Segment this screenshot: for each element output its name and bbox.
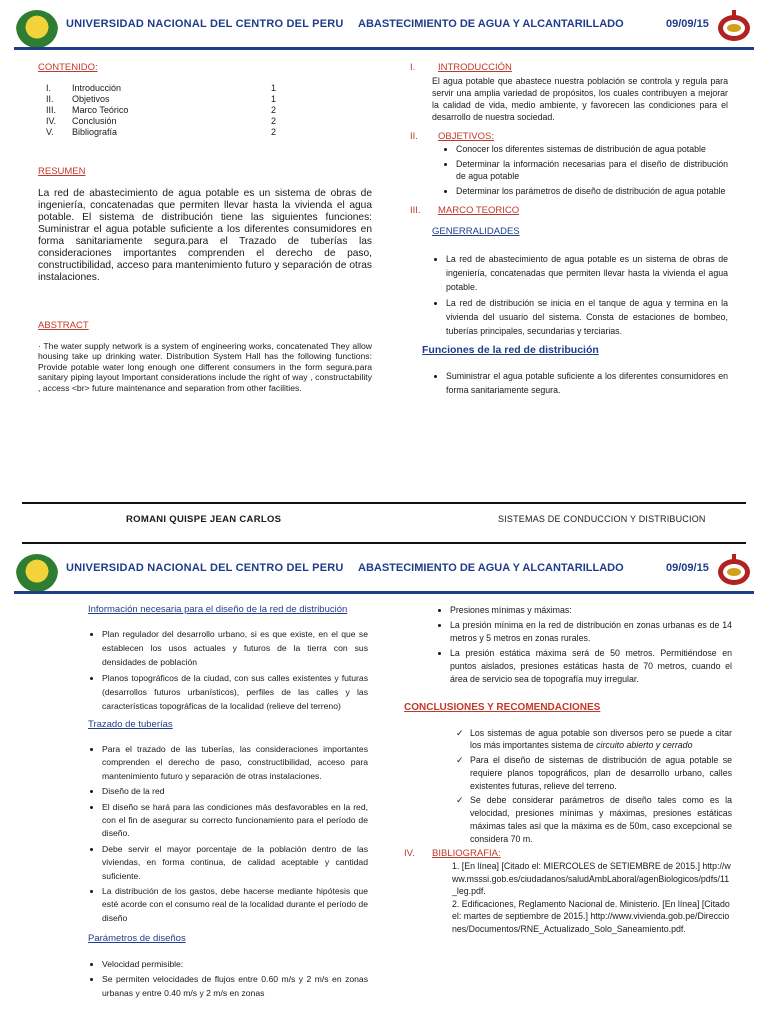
conclusiones-heading: CONCLUSIONES Y RECOMENDACIONES (404, 702, 601, 713)
list-item: • Presiones mínimas y máximas: (450, 604, 732, 617)
list-item: ✓ Se debe considerar parámetros de diseño tales como es la velocidad, presiones mínimas y máximas, presiones estáticas máximas tales así que la máxima es de 50m, caso excepcional se considera 70 m. (470, 794, 732, 845)
page1-right-column (410, 62, 728, 399)
list-item: • Conocer los diferentes sistemas de distribución de agua potable (456, 143, 728, 156)
objetivos-list (438, 143, 728, 197)
generalidades-list (428, 252, 728, 338)
university-seal-icon (16, 554, 58, 592)
list-item: 2. Edificaciones, Reglamento Nacional de. Ministerio. [En línea] [Citado el: martes de septiembre de 2015.] http://www.vivienda.gob.pe/Direcciones/Documentos/RNE_Actualizado_Solo_Saneamiento.pdf. (452, 898, 730, 934)
resumen-text: La red de abastecimiento de agua potable es un sistema de obras de ingeniería, concatenadas que permiten llevar hasta la vivienda el agua potable. El sistema de distribución tiene las siguientes funciones: Suministrar el agua potable suficiente a los diferentes consumidores en forma sanitariamente segura.para el Trazado de tuberías las consideraciones importantes comprenden el derecho de paso, constructibilidad, acceso para mantenimiento futuro y separación de otras instalaciones. (38, 188, 372, 283)
generalidades-heading: GENERRALIDADES (432, 225, 520, 237)
list-item: • Suministrar el agua potable suficiente a los diferentes consumidores en forma sanitariamente segura. (446, 369, 728, 397)
intro-text: El agua potable que abastece nuestra población se controla y regula para servir una amplia variedad de propósitos, los cuales contribuyen a mejorar la calidad de vida, medio ambiente, y favorecen las condiciones para el desarrollo de nuestra sociedad. (432, 75, 728, 122)
header-date: 09/09/15 (666, 562, 709, 574)
list-item: • Planos topográficos de la ciudad, con sus calles existentes y futuras (desarrollos futuros urbanísticos), perfiles de las calles y las características topográficas de la localidad (relieve del terreno) (102, 671, 368, 713)
footer-rule (22, 502, 746, 504)
list-item: • La presión estática máxima será de 50 metros. Permitiéndose en puntos aislados, presiones estáticas hasta de 70 metros, cuando el área de servicio sea de topografía muy irregular. (450, 647, 732, 686)
toc-row: II. Objetivos 1 (46, 93, 276, 104)
header-date: 09/09/15 (666, 18, 709, 30)
toc-row: IV. Conclusión 2 (46, 115, 276, 126)
marco-heading: III. MARCO TEORICO (410, 205, 520, 216)
table-of-contents (46, 83, 276, 138)
funciones-heading: Funciones de la red de distribución (422, 344, 599, 356)
list-item: • La red de abastecimiento de agua potable es un sistema de obras de ingeniería, concatenadas que permiten llevar hasta la vivienda el agua potable. (446, 252, 728, 294)
author-name: ROMANI QUISPE JEAN CARLOS (126, 514, 282, 525)
faculty-emblem-icon (714, 552, 754, 590)
page1-footer (22, 502, 746, 532)
presiones-list (434, 604, 732, 686)
list-item: • Determinar los parámetros de diseño de distribución de agua potable (456, 185, 728, 198)
header-rule (14, 47, 754, 50)
page-separator (22, 542, 746, 544)
info-list (88, 627, 368, 713)
page2-left-column (88, 604, 368, 1024)
toc-row: V. Bibliografía 2 (46, 126, 276, 137)
university-name: UNIVERSIDAD NACIONAL DEL CENTRO DEL PERU (66, 562, 344, 574)
list-item: • La distribución de los gastos, debe hacerse mediante hipótesis que esté acorde con el consumo real de la localidad durante el período de diseño (102, 885, 368, 925)
trazado-list (88, 743, 368, 925)
list-item: 1. [En línea] [Citado el: MIERCOLES de SETIEMBRE de 2015.] http://www.msssi.gob.es/ciudadanos/saludAmbLaboral/agenBiologicos/pdfs/11_leg.pdf. (452, 861, 731, 897)
list-item: ✓ Los sistemas de agua potable son diversos pero se puede a citar los más importantes sistema de circuito abierto y cerrado (470, 727, 732, 753)
list-item: • La presión mínima en la red de distribución en zonas urbanas es de 14 metros y 5 metros en zonas rurales. (450, 619, 732, 645)
course-title: ABASTECIMIENTO DE AGUA Y ALCANTARILLADO (358, 18, 624, 30)
list-item: • Determinar la información necesarias para el diseño de distribución de agua potable (456, 158, 728, 183)
list-item: • Diseño de la red (102, 785, 368, 798)
list-item: • Debe servir el mayor porcentaje de la población dentro de las viviendas, en forma continua, de calidad aceptable y cantidad suficiente. (102, 843, 368, 883)
resumen-heading: RESUMEN (38, 165, 86, 177)
list-item: • Para el trazado de las tuberías, las consideraciones importantes comprenden el derecho de paso, constructibilidad, acceso para mantenimiento futuro y separación de otras instalaciones. (102, 743, 368, 783)
abstract-text: · The water supply network is a system of engineering works, concatenated They allow housing take up drinking water. Distribution System Hall has the following functions: Provide potable water long enough one different consumers in the form segura.para sanitary piping layout Important considerations include the right of way , constructability , access <br> future maintenance and separation from other facilities. (38, 340, 372, 393)
university-seal-icon (16, 10, 58, 48)
bibliografia-heading: IV. BIBLIOGRAFIA: (404, 847, 501, 859)
list-item: ✓ Para el diseño de sistemas de distribución de agua potable se requiere planos topográficos, plan de desarrollo urbano, calles existentes futuras, relieve del terreno. (470, 754, 732, 792)
abstract-heading: ABSTRACT (38, 320, 89, 331)
funciones-list (428, 369, 728, 397)
list-item: • El diseño se hará para las condiciones más desfavorables en la red, con el fin de asegurar su correcto funcionamiento para el período de diseño. (102, 801, 368, 841)
trazado-heading: Trazado de tuberías (88, 718, 173, 730)
info-heading: Información necesaria para el diseño de la red de distribución (88, 604, 348, 615)
university-name: UNIVERSIDAD NACIONAL DEL CENTRO DEL PERU (66, 18, 344, 30)
footer-subject: SISTEMAS DE CONDUCCION Y DISTRIBUCION (498, 514, 706, 524)
list-item: • Plan regulador del desarrollo urbano, si es que existe, en el que se establecen los usos actuales y futuros de la tierra con sus densidades de población (102, 627, 368, 669)
conclusiones-list (452, 727, 732, 846)
objetivos-heading: II. OBJETIVOS: (410, 130, 494, 142)
list-item: • Se permiten velocidades de flujos entre 0.60 m/s y 2 m/s en zonas urbanas y entre 0.40 m/s y 2 m/s en zonas (102, 973, 368, 1000)
toc-row: I. Introducción 1 (46, 82, 276, 93)
contenido-heading: CONTENIDO: (38, 62, 98, 73)
page2-right-column (404, 604, 732, 935)
list-item: • La red de distribución se inicia en el tanque de agua y termina en la vivienda del usuario del sistema. Consta de estaciones de bombeo, tuberías principales, secundarias y terciarias. (446, 296, 728, 338)
toc-row: III. Marco Teórico 2 (46, 104, 276, 115)
page2-header (14, 552, 754, 594)
page1-left-column (38, 62, 372, 393)
bibliografia-list (452, 860, 732, 935)
page1-header (14, 8, 754, 50)
list-item: • Velocidad permisible: (102, 958, 368, 971)
course-title: ABASTECIMIENTO DE AGUA Y ALCANTARILLADO (358, 562, 624, 574)
parametros-heading: Parámetros de diseños (88, 933, 186, 945)
intro-heading: I. INTRODUCCIÓN (410, 62, 512, 73)
faculty-emblem-icon (714, 8, 754, 46)
parametros-list (88, 958, 368, 1000)
header-rule (14, 591, 754, 594)
